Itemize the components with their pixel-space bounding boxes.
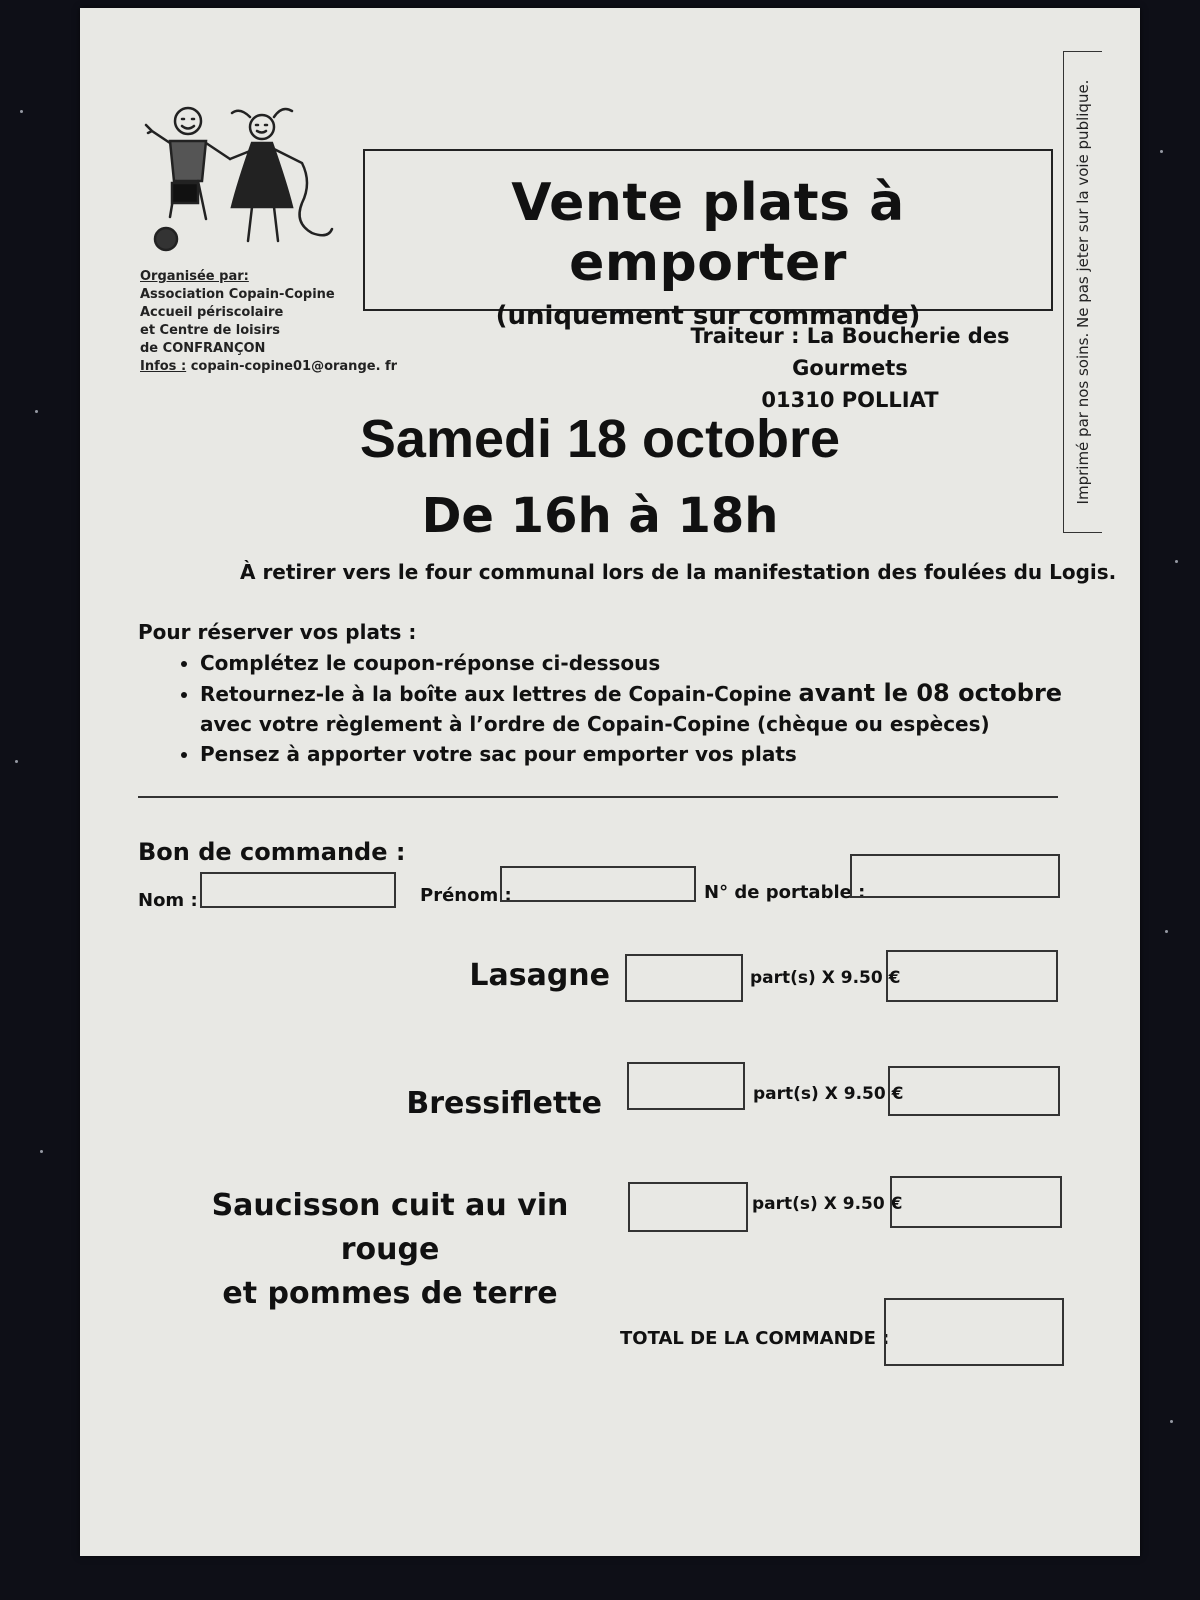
cut-line-divider (138, 796, 1058, 798)
flyer-sheet (80, 8, 1140, 1556)
page-subtitle: (uniquement sur commande) (495, 301, 921, 331)
order-form-title: Bon de commande : (138, 838, 406, 866)
organizer-line: Association Copain-Copine (140, 287, 335, 302)
background-speck (1165, 930, 1168, 933)
phone-field[interactable] (850, 854, 1060, 898)
side-note: Imprimé par nos soins. Ne pas jeter sur la voie publique. (1074, 79, 1092, 505)
nom-label: Nom : (138, 890, 198, 911)
lasagne-subtotal-field[interactable] (886, 950, 1058, 1002)
organizer-line: Accueil périscolaire (140, 305, 284, 320)
lasagne-quantity-field[interactable] (625, 954, 743, 1002)
background-speck (20, 110, 23, 113)
list-item (200, 678, 1062, 739)
background-speck (35, 410, 38, 413)
item-name-bressiflette: Bressiflette (406, 1086, 602, 1121)
reservation-list (168, 648, 1062, 769)
saucisson-price-text: part(s) X 9.50 € (752, 1194, 903, 1214)
lasagne-price-text: part(s) X 9.50 € (750, 968, 901, 988)
organizer-label: Organisée par: (140, 269, 249, 284)
saucisson-quantity-field[interactable] (628, 1182, 748, 1232)
bressiflette-quantity-field[interactable] (627, 1062, 745, 1110)
event-date: Samedi 18 octobre (359, 409, 841, 469)
background-speck (1170, 1420, 1173, 1423)
background-speck (1160, 150, 1163, 153)
phone-label: N° de portable : (704, 882, 866, 903)
prenom-label: Prénom : (420, 885, 512, 906)
prenom-field[interactable] (500, 866, 696, 902)
item-name-line: et pommes de terre (222, 1276, 558, 1311)
organizer-block (140, 268, 397, 376)
bullet-text: avec votre règlement à l’ordre de Copain-Copine (chèque ou espèces) (200, 712, 990, 736)
infos-label: Infos : (140, 359, 187, 374)
bressiflette-price-text: part(s) X 9.50 € (753, 1084, 904, 1104)
deadline-text: avant le 08 octobre (798, 679, 1063, 707)
organizer-line: de CONFRANÇON (140, 341, 266, 356)
item-name-saucisson (180, 1184, 600, 1316)
organizer-infos (140, 358, 397, 376)
caterer-address: 01310 POLLIAT (761, 388, 939, 412)
background-speck (15, 760, 18, 763)
organizer-line: et Centre de loisirs (140, 323, 280, 338)
saucisson-subtotal-field[interactable] (890, 1176, 1062, 1228)
page-title: Vente plats à emporter (511, 173, 905, 293)
bullet-text: Retournez-le à la boîte aux lettres de Copain-Copine (200, 682, 799, 706)
list-item: • Complétez le coupon-réponse ci-dessous (200, 648, 1062, 678)
item-name-lasagne: Lasagne (469, 958, 610, 993)
children-logo-drawing (140, 103, 340, 263)
reservation-intro: Pour réserver vos plats : (138, 620, 417, 644)
nom-field[interactable] (200, 872, 396, 908)
pickup-info: À retirer vers le four communal lors de la manifestation des foulées du Logis. (240, 560, 1117, 584)
total-field[interactable] (884, 1298, 1064, 1366)
background-speck (40, 1150, 43, 1153)
organizer-email: copain-copine01@orange. fr (190, 359, 398, 374)
caterer-name: Traiteur : La Boucherie des Gourmets (690, 324, 1010, 380)
list-item: • Pensez à apporter votre sac pour emporter vos plats (200, 739, 1062, 769)
caterer-block (640, 320, 1060, 416)
background-speck (1175, 560, 1178, 563)
title-box (363, 149, 1053, 331)
total-label: TOTAL DE LA COMMANDE : (620, 1328, 890, 1349)
bressiflette-subtotal-field[interactable] (888, 1066, 1060, 1116)
event-hours: De 16h à 18h (421, 488, 779, 544)
item-name-line: Saucisson cuit au vin rouge (211, 1188, 569, 1267)
